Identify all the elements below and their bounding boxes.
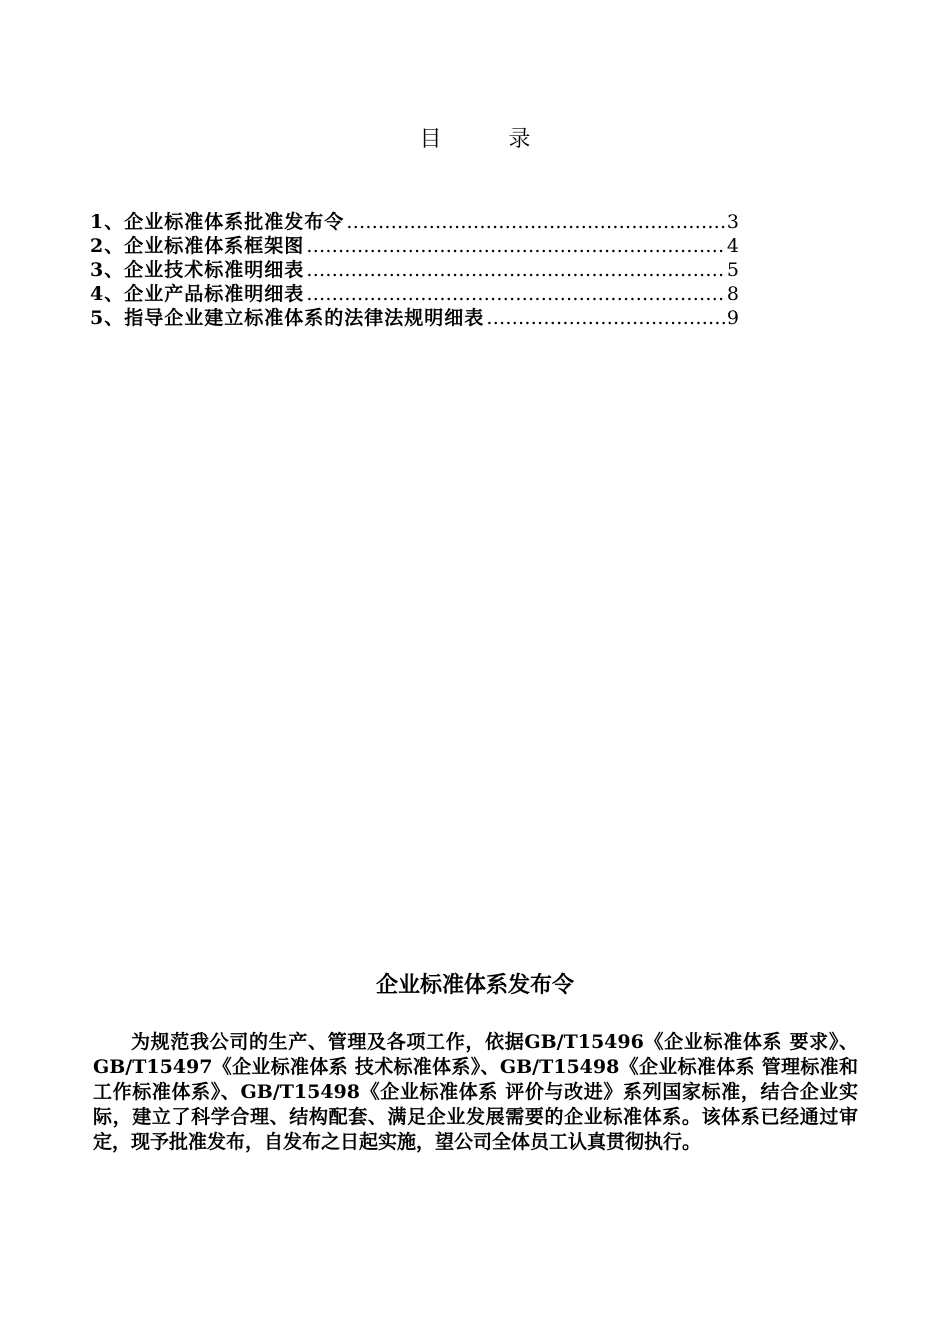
toc-item-2[interactable] [90, 234, 740, 258]
toc-leader-dots [486, 306, 725, 330]
toc-item-label: 1、企业标准体系批准发布令 [90, 211, 345, 233]
toc-list [90, 210, 740, 330]
toc-leader-dots [306, 258, 725, 282]
toc-item-label: 2、企业标准体系框架图 [90, 235, 305, 257]
toc-item-1[interactable] [90, 210, 740, 234]
toc-item-page: 8 [726, 283, 740, 305]
toc-item-page: 4 [726, 235, 740, 257]
toc-leader-dots [306, 282, 725, 306]
toc-item-label: 5、指导企业建立标准体系的法律法规明细表 [90, 307, 485, 329]
toc-item-page: 3 [726, 211, 740, 233]
decree-title: 企业标准体系发布令 [375, 973, 574, 998]
toc-item-3[interactable] [90, 258, 740, 282]
toc-title: 目 录 [419, 127, 561, 152]
decree-body: 为规范我公司的生产、管理及各项工作，依据GB/T15496《企业标准体系 要求》、GB/T15497《企业标准体系 技术标准体系》、GB/T15498《企业标准体系 管理标准和工作标准体系》、GB/T15498《企业标准体系 评价与改进》系列国家标准，结合企业实际，建立了科学合理、结构配套、满足企业发展需要的企业标准体系。该体系已经通过审定，现予批准发布，自发布之日起实施，望公司全体员工认真贯彻执行。 [93, 1031, 858, 1153]
toc-item-label: 4、企业产品标准明细表 [90, 283, 305, 305]
toc-item-4[interactable] [90, 282, 740, 306]
toc-item-page: 9 [726, 307, 740, 329]
toc-leader-dots [346, 210, 725, 234]
toc-item-page: 5 [726, 259, 740, 281]
toc-item-label: 3、企业技术标准明细表 [90, 259, 305, 281]
toc-item-5[interactable] [90, 306, 740, 330]
toc-leader-dots [306, 234, 725, 258]
